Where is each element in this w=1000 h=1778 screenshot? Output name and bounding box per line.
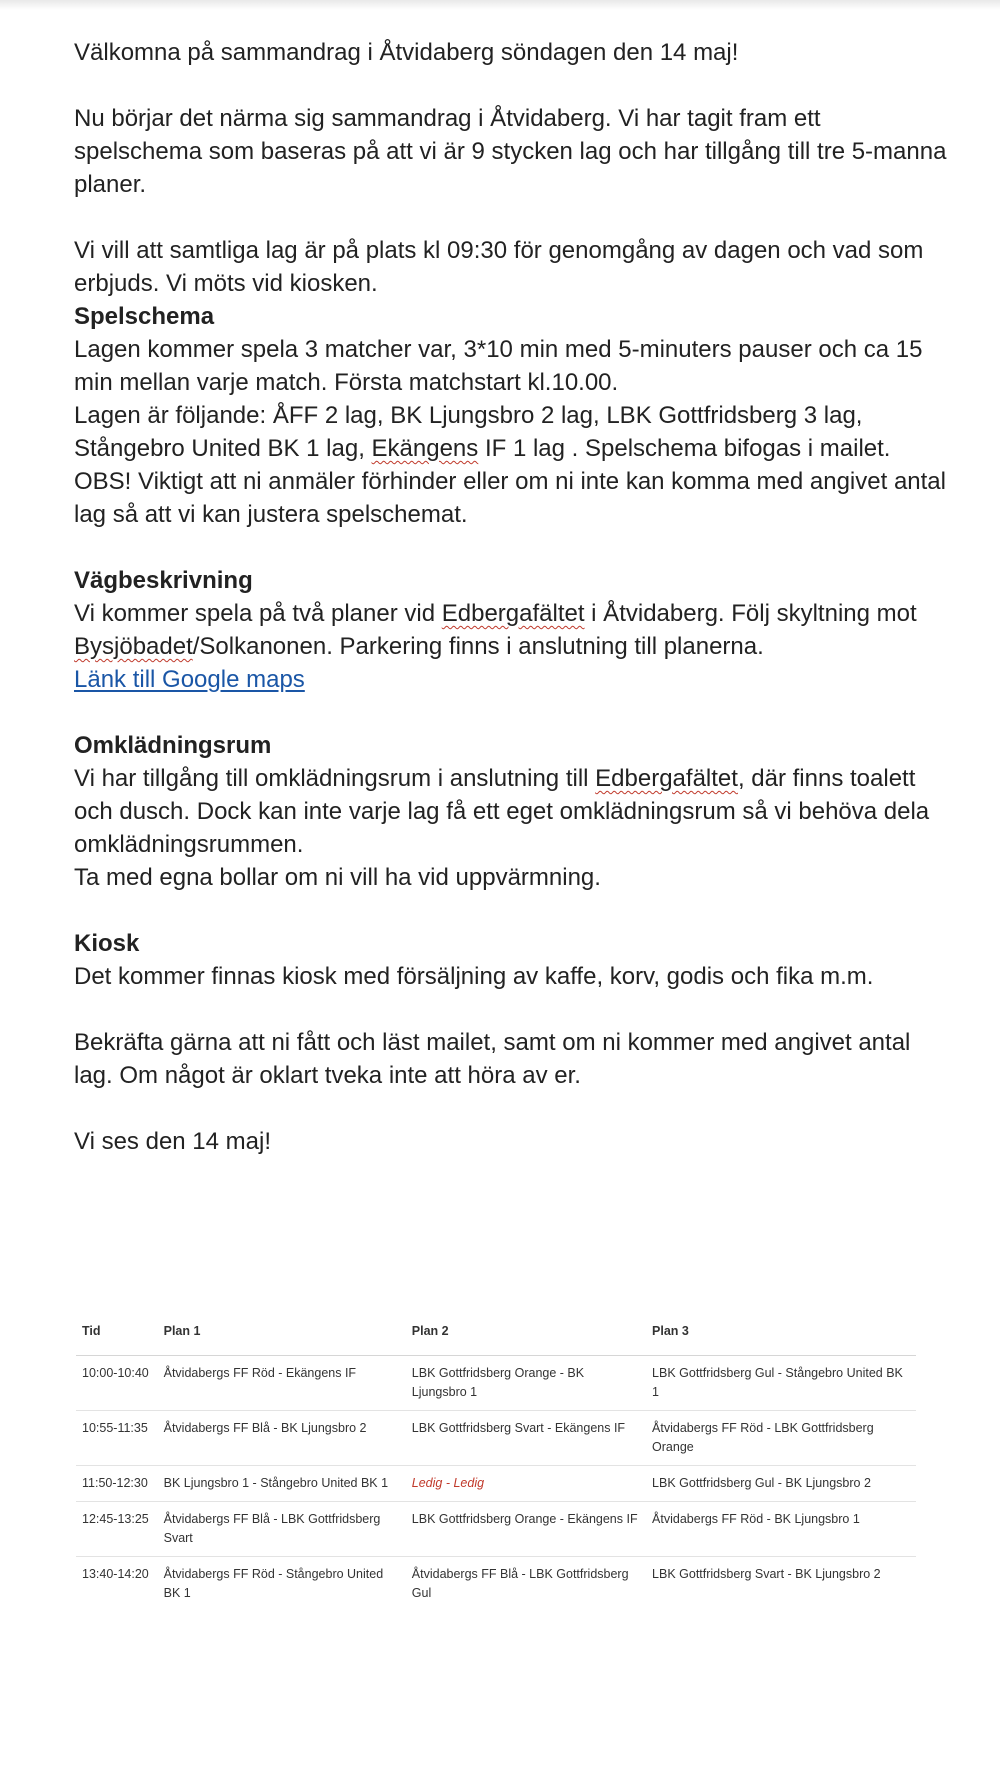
balls-paragraph: Ta med egna bollar om ni vill ha vid uppvärmning. bbox=[74, 864, 601, 891]
spellcheck-word: Bysjöbadet bbox=[74, 633, 193, 660]
vagbeskrivning-paragraph bbox=[74, 597, 954, 663]
schedule-table bbox=[76, 1310, 916, 1611]
table-row bbox=[76, 1557, 916, 1612]
table-row bbox=[76, 1356, 916, 1411]
spelschema-heading: Spelschema bbox=[74, 303, 215, 330]
table-row bbox=[76, 1502, 916, 1557]
header-plan-3: Plan 3 bbox=[646, 1310, 916, 1356]
header-time: Tid bbox=[76, 1310, 158, 1356]
intro-paragraph: Nu börjar det närma sig sammandrag i Åtvidaberg. Vi har tagit fram ett spelschema som baseras på att vi är 9 stycken lag och har tillgång till tre 5-manna planer. bbox=[74, 105, 947, 198]
cell-plan-1: Åtvidabergs FF Röd - Ekängens IF bbox=[158, 1356, 406, 1411]
locker-text-a: Vi har tillgång till omklädningsrum i anslutning till bbox=[74, 765, 596, 792]
cell-plan-3: LBK Gottfridsberg Gul - Stångebro United BK 1 bbox=[646, 1356, 916, 1411]
top-shadow bbox=[0, 0, 1000, 10]
cell-plan-1: Åtvidabergs FF Röd - Stångebro United BK 1 bbox=[163, 1567, 384, 1600]
kiosk-paragraph: Det kommer finnas kiosk med försäljning av kaffe, korv, godis och fika m.m. bbox=[74, 963, 874, 990]
cell-plan-2: LBK Gottfridsberg Svart - Ekängens IF bbox=[406, 1411, 646, 1466]
kiosk-heading: Kiosk bbox=[74, 930, 140, 957]
cell-plan-2: Åtvidabergs FF Blå - LBK Gottfridsberg Gul bbox=[411, 1567, 629, 1600]
email-body bbox=[74, 36, 954, 1158]
vagbeskrivning-heading: Vägbeskrivning bbox=[74, 567, 253, 594]
header-plan-2: Plan 2 bbox=[406, 1310, 646, 1356]
confirm-paragraph: Bekräfta gärna att ni fått och läst mailet, samt om ni kommer med angivet antal lag. Om något är oklart tveka inte att höra av er. bbox=[74, 1029, 911, 1089]
spellcheck-word: Edbergafältet bbox=[441, 600, 585, 627]
locker-text-c: , där finns toalett och dusch. Dock kan inte varje lag få ett eget omklädningsrum så vi behöva dela omklädningsrummen. bbox=[74, 765, 930, 858]
teams-text-c: IF 1 lag . Spelschema bifogas i mailet. OBS! Viktigt att ni anmäler förhinder eller om ni inte kan komma med angivet antal lag så att vi kan justera spelschemat. bbox=[74, 435, 946, 528]
google-maps-link[interactable]: Länk till Google maps bbox=[74, 666, 305, 693]
spellcheck-word: Edbergafältet bbox=[595, 765, 738, 792]
cell-plan-2: LBK Gottfridsberg Orange - BK Ljungsbro 1 bbox=[406, 1356, 646, 1411]
cell-plan-1: Åtvidabergs FF Blå - BK Ljungsbro 2 bbox=[158, 1411, 406, 1466]
omkladningsrum-paragraph bbox=[74, 762, 954, 861]
directions-text-a: Vi kommer spela på två planer vid bbox=[74, 600, 442, 627]
omkladningsrum-heading: Omklädningsrum bbox=[74, 732, 272, 759]
cell-time: 12:45-13:25 bbox=[76, 1502, 158, 1557]
directions-text-e: /Solkanonen. Parkering finns i anslutning till planerna. bbox=[192, 633, 764, 660]
cell-plan-3: Åtvidabergs FF Röd - BK Ljungsbro 1 bbox=[646, 1502, 916, 1557]
cell-plan-3: LBK Gottfridsberg Gul - BK Ljungsbro 2 bbox=[646, 1466, 916, 1502]
table-row bbox=[76, 1466, 916, 1502]
cell-time: 10:55-11:35 bbox=[76, 1411, 158, 1466]
cell-plan-1: BK Ljungsbro 1 - Stångebro United BK 1 bbox=[158, 1466, 406, 1502]
directions-text-c: i Åtvidaberg. Följ skyltning mot bbox=[584, 600, 917, 627]
cell-time: 13:40-14:20 bbox=[82, 1567, 149, 1581]
header-plan-1: Plan 1 bbox=[158, 1310, 406, 1356]
teams-paragraph bbox=[74, 399, 954, 531]
greeting: Välkomna på sammandrag i Åtvidaberg söndagen den 14 maj! bbox=[74, 39, 739, 66]
cell-plan-2-free: Ledig - Ledig bbox=[406, 1466, 646, 1502]
schedule-header-row bbox=[76, 1310, 916, 1356]
cell-plan-2: LBK Gottfridsberg Orange - Ekängens IF bbox=[406, 1502, 646, 1557]
cell-plan-1: Åtvidabergs FF Blå - LBK Gottfridsberg Svart bbox=[158, 1502, 406, 1557]
spelschema-paragraph: Lagen kommer spela 3 matcher var, 3*10 min med 5-minuters pauser och ca 15 min mellan varje match. Första matchstart kl.10.00. bbox=[74, 336, 923, 396]
cell-plan-3: Åtvidabergs FF Röd - LBK Gottfridsberg Orange bbox=[646, 1411, 916, 1466]
cell-plan-3: LBK Gottfridsberg Svart - BK Ljungsbro 2 bbox=[652, 1567, 881, 1581]
teams-text-a: Lagen är följande: ÅFF 2 lag, BK Ljungsbro 2 lag, LBK Gottfridsberg 3 lag, Stångebro United BK 1 lag, bbox=[74, 402, 863, 462]
google-maps-link-row bbox=[74, 663, 954, 696]
spellcheck-word: Ekängens bbox=[371, 435, 479, 462]
cell-time: 10:00-10:40 bbox=[76, 1356, 158, 1411]
farewell: Vi ses den 14 maj! bbox=[74, 1128, 272, 1155]
arrival-paragraph: Vi vill att samtliga lag är på plats kl 09:30 för genomgång av dagen och vad som erbjuds. Vi möts vid kiosken. bbox=[74, 237, 924, 297]
table-row bbox=[76, 1411, 916, 1466]
cell-time: 11:50-12:30 bbox=[76, 1466, 158, 1502]
